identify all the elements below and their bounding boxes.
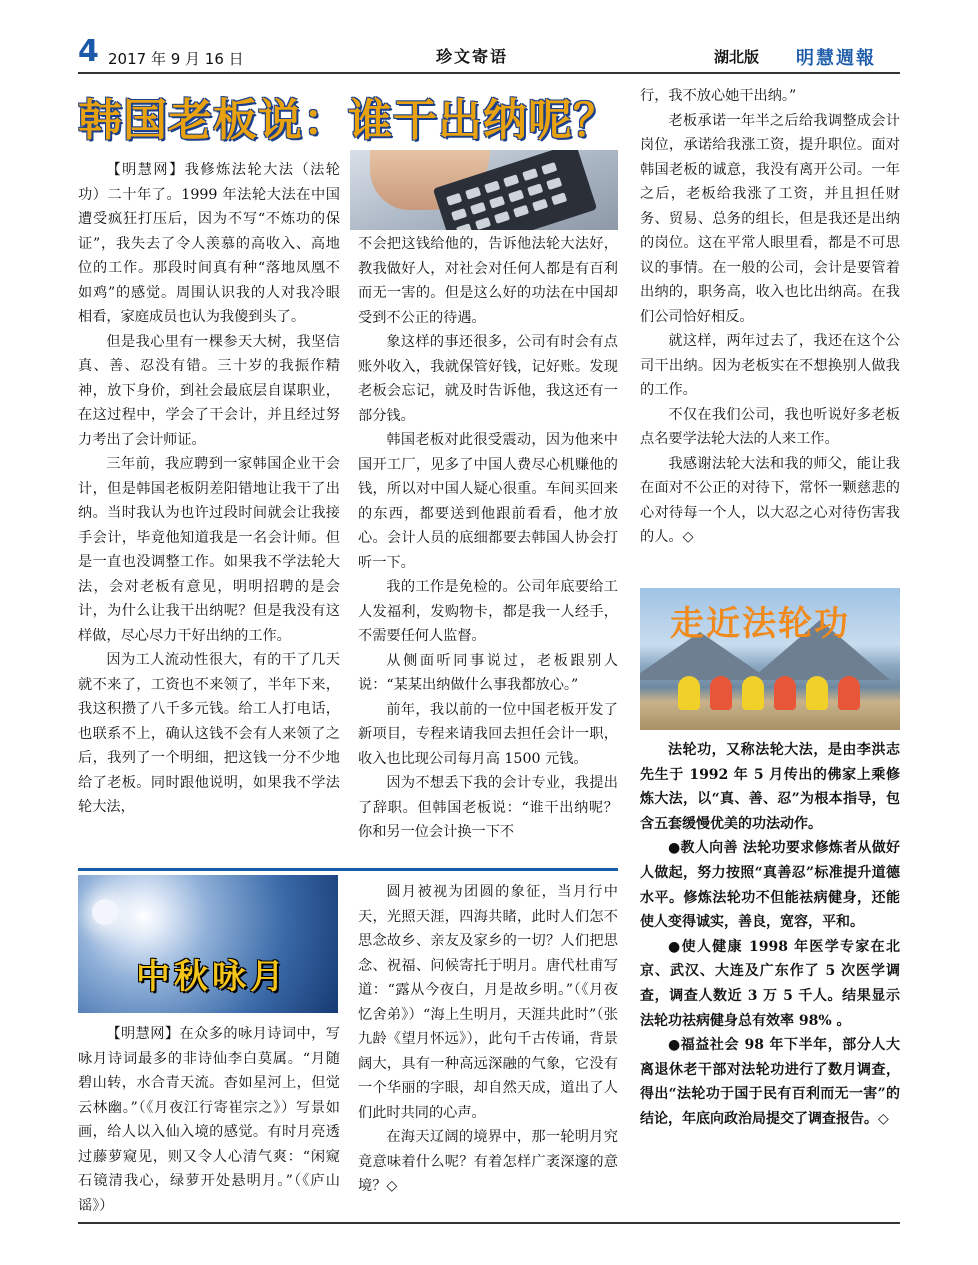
article1-paragraph: 行，我不放心她干出纳。”: [640, 88, 797, 104]
article2-paragraph: 在海天辽阔的境界中，那一轮明月究竟意味着什么呢？有着怎样广袤深邃的意境？◇: [358, 1129, 618, 1194]
article2-column1: [78, 1022, 340, 1218]
falun-gong-intro: [640, 738, 900, 1132]
section-title: 珍文寄语: [436, 47, 509, 66]
footer-divider: [78, 1222, 900, 1224]
edition-label: 湖北版: [714, 48, 760, 66]
article1-paragraph: 就这样，两年过去了，我还在这个公司干出纳。因为老板实在不想换别人做我的工作。: [640, 333, 900, 398]
article1-paragraph: 因为不想丢下我的会计专业，我提出了辞职。但韩国老板说：“谁干出纳呢？你和另一位会计换一下不: [358, 775, 618, 840]
intro-paragraph: ●使人健康 1998 年医学专家在北京、武汉、大连及广东作了 5 次医学调查，调查人数近 3 万 5 千人。结果显示法轮功祛病健身总有效率 98% 。: [640, 938, 900, 1029]
headline: 韩国老板说：谁干出纳呢？: [78, 95, 618, 146]
meditator-figure: [678, 676, 700, 710]
article1-paragraph: 三年前，我应聘到一家韩国企业干会计，但是韩国老板阴差阳错地让我干了出纳。当时我认为也许过段时间就会让我接手会计，毕竟他知道我是一名会计师。但是一直也没调整工作。如果我不学法轮大法，会对老板有意见，明明招聘的是会计，为什么让我干出纳呢？但是我没有这样做，尽心尽力干好出纳的工作。: [78, 456, 340, 644]
article1-paragraph: 我感谢法轮大法和我的师父，能让我在面对不公正的对待下，常怀一颗慈悲的心对待每一个人，以大忍之心对待伤害我的人。◇: [640, 455, 900, 545]
intro-paragraph: 法轮功，又称法轮大法，是由李洪志先生于 1992 年 5 月传出的佛家上乘修炼大法，以“真、善、忍”为根本指导，包含五套缓慢优美的功法动作。: [640, 742, 900, 832]
meditator-figure: [742, 676, 764, 710]
article1-column1: [78, 158, 340, 820]
page-number: 4: [78, 34, 99, 69]
calculator-photo: [350, 150, 618, 230]
article1-paragraph: 因为工人流动性很大，有的干了几天就不来了，工资也不来领了，半年下来，我这积攒了八千多元钱。给工人打电话，也联系不上，确认这钱不会有人来领了之后，我列了一个明细，把这钱一分不少地给了老板。同时跟他说明，如果我不学法轮大法，: [78, 652, 340, 815]
meditator-figure: [806, 676, 828, 710]
article1-column3: [640, 84, 900, 550]
article2-title: 中秋咏月: [136, 957, 288, 997]
meditator-figure: [710, 676, 732, 710]
article1-paragraph: 不会把这钱给他的，告诉他法轮大法好，教我做好人，对社会对任何人都是有百利而无一害的。但是这么好的功法在中国却受到不公正的待遇。: [358, 236, 618, 326]
brand-logo: 明慧週報: [796, 48, 876, 69]
article1-paragraph: 【明慧网】我修炼法轮大法（法轮功）二十年了。1999 年法轮大法在中国遭受疯狂打压后，因为不写“不炼功的保证”，我失去了令人羡慕的高收入、高地位的工作。那段时间真有种“落地凤凰不如鸡”的感觉。周围认识我的人对我冷眼相看，家庭成员也认为我傻到头了。: [78, 162, 340, 325]
banner-title: 走近法轮功: [670, 604, 850, 644]
article1-paragraph: 韩国老板对此很受震动，因为他来中国开工厂，见多了中国人费尽心机赚他的钱，所以对中国人疑心很重。车间买回来的东西，都要送到他跟前看看，他才放心。会计人员的底细都要去韩国人协会打听一下。: [358, 432, 618, 571]
article1-paragraph: 从侧面听同事说过，老板跟别人说：“某某出纳做什么事我都放心。”: [358, 652, 618, 693]
article1-column2: [358, 232, 618, 845]
article1-paragraph: 不仅在我们公司，我也听说好多老板点名要学法轮大法的人来工作。: [640, 406, 900, 447]
article1-paragraph: 我的工作是免检的。公司年底要给工人发福利，发购物卡，都是我一人经手，不需要任何人监督。: [358, 579, 618, 644]
article1-paragraph: 老板承诺一年半之后给我调整成会计岗位，承诺给我涨工资，提升职位。面对韩国老板的诚意，我没有离开公司。一年之后，老板给我涨了工资，并且担任财务、贸易、总务的组长，但是我还是出纳的岗位。这在平常人眼里看，都是不可思议的事情。在一般的公司，会计是要管着出纳的，职务高，收入也比出纳高。在我们公司恰好相反。: [640, 112, 900, 325]
article2-column2: [358, 880, 618, 1199]
meditator-figure: [838, 676, 860, 710]
page-header: [78, 34, 900, 70]
moon-photo: [78, 875, 338, 1013]
article1-paragraph: 象这样的事还很多，公司有时会有点账外收入，我就保管好钱，记好账。发现老板会忘记，就及时告诉他，我这还有一部分钱。: [358, 334, 618, 424]
article2-paragraph: 圆月被视为团圆的象征，当月行中天，光照天涯，四海共睹，此时人们怎不思念故乡、亲友及家乡的一切？人们把思念、祝福、问候寄托于明月。唐代杜甫写道：“露从今夜白，月是故乡明。”（《月夜忆舍弟》）“海上生明月，天涯共此时”（张九龄《望月怀远》），此句千古传诵，背景阔大，具有一种高远深融的气象，它没有一个华丽的字眼，却自然天成，道出了人们此时共同的心声。: [358, 884, 618, 1121]
falun-gong-banner: [640, 588, 900, 730]
header-divider: [78, 72, 900, 74]
meditator-figure: [774, 676, 796, 710]
moon-icon: [92, 899, 118, 925]
article1-paragraph: 前年，我以前的一位中国老板开发了新项目，专程来请我回去担任会计一职，收入也比现公司每月高 1500 元钱。: [358, 701, 618, 767]
article-divider: [78, 868, 618, 871]
intro-paragraph: ●福益社会 98 年下半年，部分人大离退休老干部对法轮功进行了数月调查，得出“法轮功于国于民有百利而无一害”的结论，年底向政治局提交了调查报告。◇: [640, 1037, 900, 1127]
intro-paragraph: ●教人向善 法轮功要求修炼者从做好人做起，努力按照“真善忍”标准提升道德水平。修炼法轮功不但能祛病健身，还能使人变得诚实，善良，宽容，平和。: [640, 840, 900, 931]
issue-date: 2017 年 9 月 16 日: [108, 50, 244, 68]
article1-paragraph: 但是我心里有一棵参天大树，我坚信真、善、忍没有错。三十岁的我振作精神，放下身价，到社会最底层自谋职业，在这过程中，学会了干会计，并且经过努力考出了会计师证。: [78, 333, 340, 448]
article2-paragraph: 【明慧网】在众多的咏月诗词中，写咏月诗词最多的非诗仙李白莫属。“月随碧山转，水合青天流。杳如星河上，但觉云林幽。”（《月夜江行寄崔宗之》）写景如画，给人以入仙入境的感觉。有时月亮透过藤萝窥见，则又令人心清气爽：“闲窥石镜清我心，绿萝开处悬明月。”（《庐山谣》）: [78, 1026, 340, 1214]
